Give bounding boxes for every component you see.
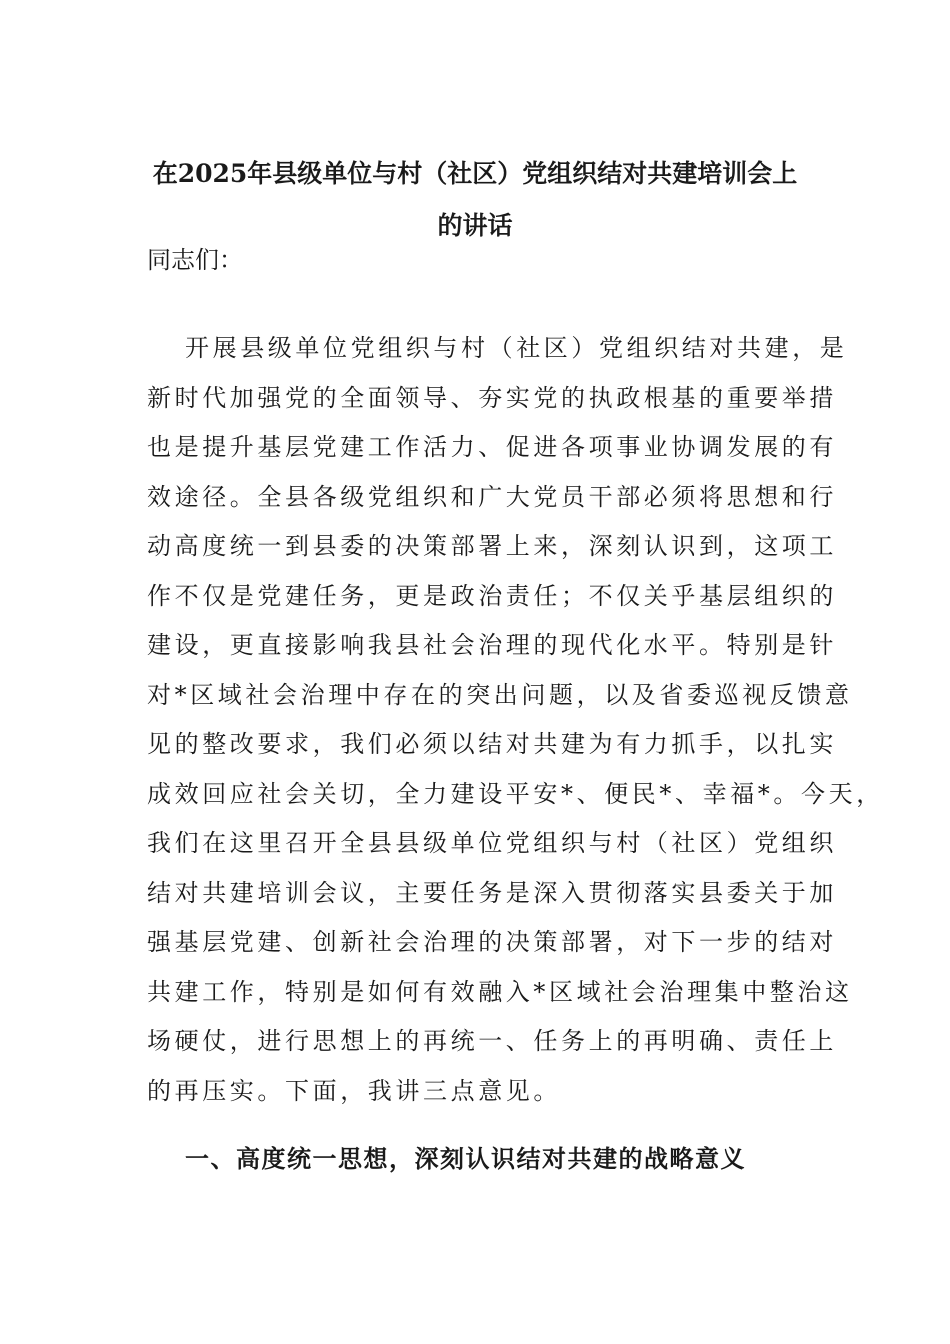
- paragraph-line: 见的整改要求，我们必须以结对共建为有力抓手，以扎实: [147, 730, 837, 758]
- body-paragraph: [147, 334, 884, 1126]
- paragraph-line: 共建工作，特别是如何有效融入*区域社会治理集中整治这: [147, 977, 853, 1006]
- paragraph-line: 开展县级单位党组织与村（社区）党组织结对共建，是: [185, 334, 848, 362]
- document-title-line-1: 在2025年县级单位与村（社区）党组织结对共建培训会上: [152, 159, 798, 188]
- paragraph-line: 结对共建培训会议，主要任务是深入贯彻落实县委关于加: [147, 878, 837, 907]
- paragraph-line: 强基层党建、创新社会治理的决策部署，对下一步的结对: [147, 928, 837, 956]
- paragraph-line: 也是提升基层党建工作活力、促进各项事业协调发展的有: [147, 433, 837, 461]
- paragraph-line: 的再压实。下面，我讲三点意见。: [147, 1076, 561, 1105]
- document-title-line-2: 的讲话: [437, 211, 513, 240]
- salutation: 同志们：: [147, 246, 243, 274]
- paragraph-line: 作不仅是党建任务，更是政治责任；不仅关乎基层组织的: [147, 581, 837, 610]
- paragraph-line: 建设，更直接影响我县社会治理的现代化水平。特别是针: [147, 631, 837, 659]
- paragraph-line: 新时代加强党的全面领导、夯实党的执政根基的重要举措: [147, 383, 837, 412]
- paragraph-line: 成效回应社会关切，全力建设平安*、便民*、幸福*。今天，: [147, 779, 884, 808]
- section-heading-1: 一、高度统一思想，深刻认识结对共建的战略意义: [185, 1144, 746, 1173]
- paragraph-line: 我们在这里召开全县县级单位党组织与村（社区）党组织: [147, 829, 837, 857]
- paragraph-line: 动高度统一到县委的决策部署上来，深刻认识到，这项工: [147, 532, 837, 560]
- paragraph-line: 场硬仗，进行思想上的再统一、任务上的再明确、责任上: [147, 1027, 837, 1055]
- paragraph-line: 效途径。全县各级党组织和广大党员干部必须将思想和行: [147, 482, 837, 511]
- paragraph-line: 对*区域社会治理中存在的突出问题，以及省委巡视反馈意: [147, 680, 853, 709]
